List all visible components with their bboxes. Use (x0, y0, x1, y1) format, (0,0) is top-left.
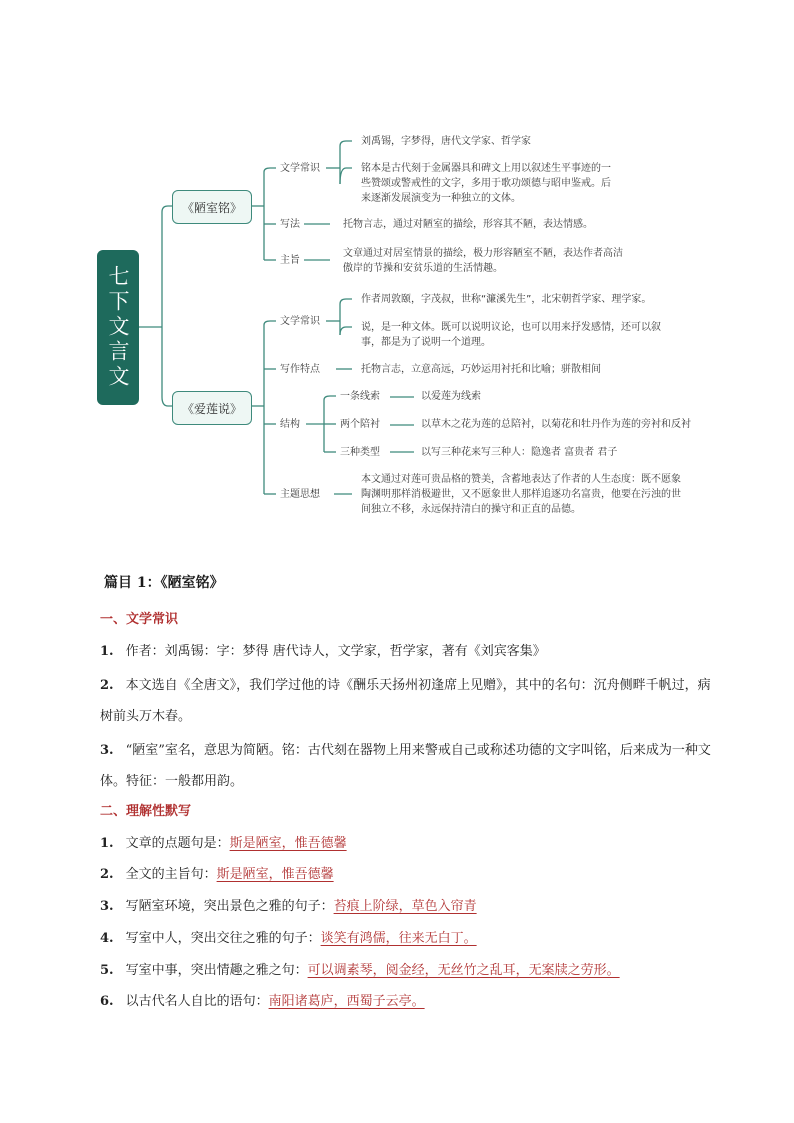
item-question: 全文的主旨句： (125, 867, 217, 882)
part2-item-2 (100, 859, 720, 890)
part1-title: 一、文学常识 (100, 612, 179, 627)
item-number: 3. (100, 743, 114, 758)
item-question: 写室中事，突出情趣之雅之句： (125, 963, 308, 978)
item-answer: 可以调素琴，阅金经，无丝竹之乱耳，无案牍之劳形。 (307, 963, 620, 978)
part1-item-1 (100, 636, 720, 667)
item-number: 1. (100, 644, 114, 659)
part1-item-3 (100, 735, 720, 797)
part2-item-1 (100, 828, 720, 859)
b2-sub-name-foil: 两个陪衬 (340, 419, 380, 430)
b1-text-ming: 铭本是古代刻于金属器具和碑文上用以叙述生平事迹的一些赞颂或警戒性的文字，多用于歌功颂德与昭申鉴戒。后来逐渐发展演变为一种独立的文体。 (361, 163, 611, 204)
b2-sub-text-clue: 以爱莲为线索 (421, 391, 481, 402)
branch-node-loushiming: 《陋室铭》 (172, 190, 252, 224)
item-question: 文章的点题句是： (125, 836, 230, 851)
item-text: 作者：刘禹锡：字：梦得 唐代诗人，文学家，哲学家，著有《刘宾客集》 (125, 644, 546, 659)
part1-item-2 (100, 670, 720, 732)
item-question: 写陋室环境，突出景色之雅的句子： (125, 899, 334, 914)
item-number: 4. (100, 931, 114, 946)
item-number: 1. (100, 836, 114, 851)
b1-text-writing: 托物言志，通过对陋室的描绘，形容其不陋，表达情感。 (343, 219, 593, 230)
b2-label-features: 写作特点 (280, 364, 320, 375)
b2-text-author: 作者周敦颐，字茂叔，世称“濂溪先生”，北宋朝哲学家、理学家。 (361, 294, 652, 305)
item-question: 写室中人，突出交往之雅的句子： (125, 931, 321, 946)
b2-text-features: 托物言志，立意高远，巧妙运用衬托和比喻；骈散相间 (361, 364, 601, 375)
item-number: 2. (100, 678, 114, 693)
part2-item-4 (100, 923, 720, 954)
b2-label-structure: 结构 (280, 419, 300, 430)
item-answer: 苔痕上阶绿，草色入帘青 (333, 899, 477, 914)
b2-sub-name-clue: 一条线索 (340, 391, 380, 402)
item-number: 6. (100, 994, 114, 1009)
item-number: 2. (100, 867, 114, 882)
part2-item-3 (100, 891, 720, 922)
item-answer: 谈笑有鸿儒，往来无白丁。 (320, 931, 477, 946)
b2-label-literature: 文学常识 (280, 316, 320, 327)
item-text: “陋室”室名，意思为简陋。铭：古代刻在器物上用来警戒自己或称述功德的文字叫铭，后来成为一种文体。特征：一般都用韵。 (100, 743, 711, 789)
part2-item-5 (100, 955, 720, 986)
b2-sub-text-foil: 以草木之花为莲的总陪衬，以菊花和牡丹作为莲的旁衬和反衬 (421, 419, 691, 430)
item-answer: 南阳诸葛庐，西蜀子云亭。 (268, 994, 425, 1009)
item-text: 本文选自《全唐文》，我们学过他的诗《酬乐天扬州初逢席上见赠》，其中的名句：沉舟侧畔千帆过，病树前头万木春。 (100, 678, 711, 724)
part2-title: 二、理解性默写 (100, 804, 192, 819)
branch-node-ailianshuo: 《爱莲说》 (172, 391, 252, 425)
b1-label-literature: 文学常识 (280, 163, 320, 174)
item-answer: 斯是陋室，惟吾德馨 (229, 836, 347, 851)
b1-label-writing: 写法 (280, 219, 300, 230)
b2-sub-name-types: 三种类型 (340, 447, 380, 458)
b1-text-author: 刘禹锡，字梦得，唐代文学家、哲学家 (361, 136, 531, 147)
b1-text-theme: 文章通过对居室情景的描绘，极力形容陋室不陋，表达作者高洁傲岸的节操和安贫乐道的生活情趣。 (343, 248, 623, 274)
item-question: 以古代名人自比的语句： (125, 994, 269, 1009)
mind-map-root: 七下文言文 (97, 250, 139, 405)
mind-map (0, 0, 794, 540)
b2-sub-text-types: 以写三种花来写三种人：隐逸者 富贵者 君子 (421, 447, 618, 458)
section-title: 篇目 1：《陋室铭》 (104, 575, 224, 591)
item-answer: 斯是陋室，惟吾德馨 (216, 867, 334, 882)
b2-text-shuo: 说，是一种文体。既可以说明议论，也可以用来抒发感情，还可以叙事，都是为了说明一个道理。 (361, 322, 661, 348)
b1-label-theme: 主旨 (280, 255, 300, 266)
part2-item-6 (100, 986, 720, 1017)
b2-text-theme: 本文通过对莲可贵品格的赞美，含蓄地表达了作者的人生态度：既不愿象陶渊明那样消极避世，又不愿象世人那样追逐功名富贵，他要在污浊的世间独立不移，永远保持清白的操守和正直的品德。 (361, 474, 681, 515)
item-number: 5. (100, 963, 114, 978)
item-number: 3. (100, 899, 114, 914)
b2-label-theme: 主题思想 (280, 489, 320, 500)
